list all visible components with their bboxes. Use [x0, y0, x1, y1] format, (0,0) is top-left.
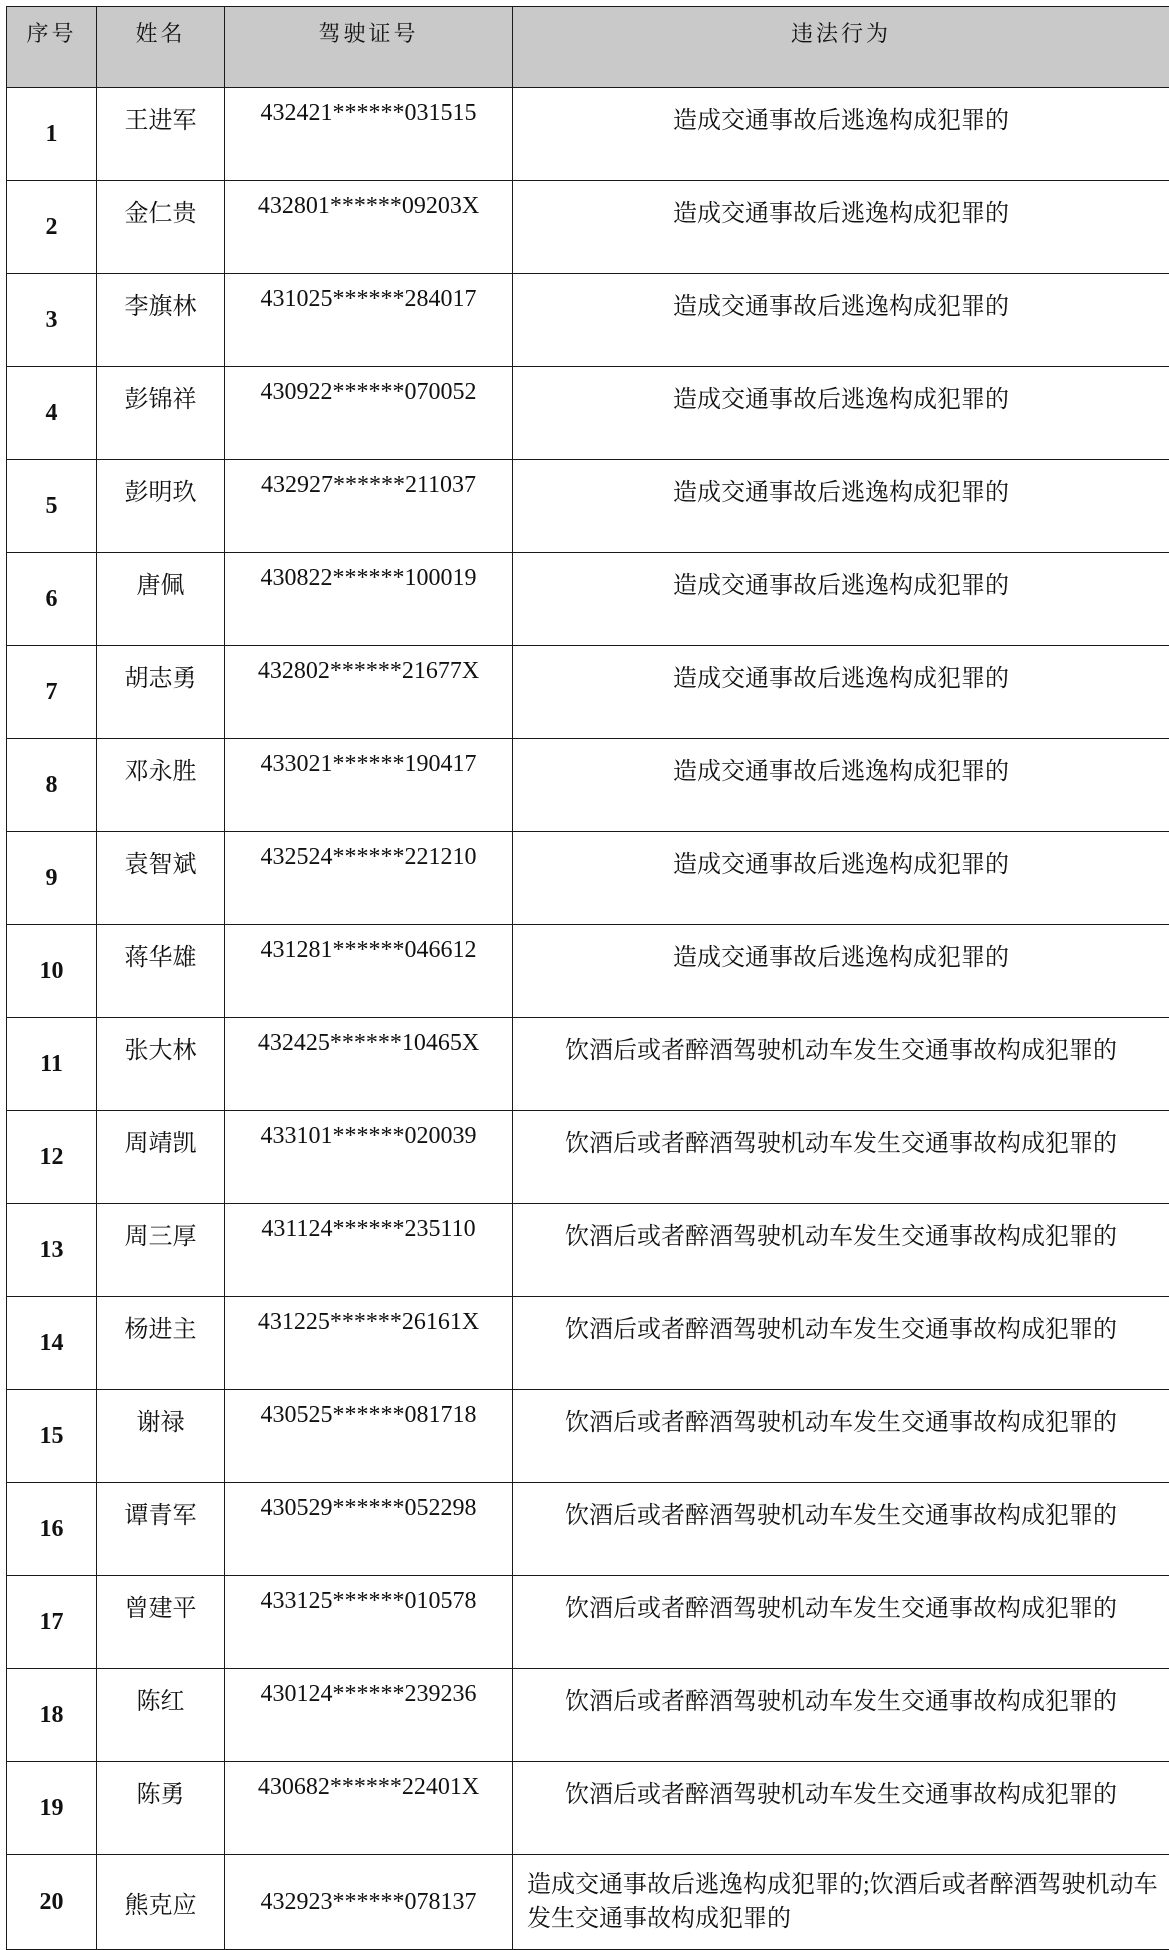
- table-row: [7, 367, 1169, 460]
- header-name: 姓名: [97, 7, 225, 88]
- violation-table: [6, 6, 1169, 1950]
- cell-seq: 1: [7, 88, 97, 181]
- cell-license: 430124******239236: [225, 1669, 513, 1762]
- cell-license: 433125******010578: [225, 1576, 513, 1669]
- cell-seq: 8: [7, 739, 97, 832]
- cell-license: 433101******020039: [225, 1111, 513, 1204]
- cell-name: 谢禄: [97, 1390, 225, 1483]
- cell-violation: 造成交通事故后逃逸构成犯罪的: [513, 553, 1169, 646]
- cell-violation: 饮酒后或者醉酒驾驶机动车发生交通事故构成犯罪的: [513, 1390, 1169, 1483]
- cell-seq: 6: [7, 553, 97, 646]
- cell-seq: 5: [7, 460, 97, 553]
- table-row: [7, 1483, 1169, 1576]
- cell-license: 432923******078137: [225, 1855, 513, 1950]
- cell-name: 彭明玖: [97, 460, 225, 553]
- cell-license: 433021******190417: [225, 739, 513, 832]
- cell-violation: 造成交通事故后逃逸构成犯罪的;饮酒后或者醉酒驾驶机动车发生交通事故构成犯罪的: [513, 1855, 1169, 1950]
- cell-violation: 造成交通事故后逃逸构成犯罪的: [513, 181, 1169, 274]
- table-row: [7, 88, 1169, 181]
- cell-violation: 饮酒后或者醉酒驾驶机动车发生交通事故构成犯罪的: [513, 1762, 1169, 1855]
- cell-license: 432421******031515: [225, 88, 513, 181]
- table-row: [7, 1669, 1169, 1762]
- cell-seq: 3: [7, 274, 97, 367]
- cell-violation: 造成交通事故后逃逸构成犯罪的: [513, 646, 1169, 739]
- cell-seq: 16: [7, 1483, 97, 1576]
- cell-violation: 饮酒后或者醉酒驾驶机动车发生交通事故构成犯罪的: [513, 1018, 1169, 1111]
- cell-name: 彭锦祥: [97, 367, 225, 460]
- cell-license: 432927******211037: [225, 460, 513, 553]
- cell-seq: 20: [7, 1855, 97, 1950]
- cell-name: 曾建平: [97, 1576, 225, 1669]
- cell-seq: 7: [7, 646, 97, 739]
- cell-violation: 造成交通事故后逃逸构成犯罪的: [513, 367, 1169, 460]
- cell-violation: 造成交通事故后逃逸构成犯罪的: [513, 925, 1169, 1018]
- cell-license: 430529******052298: [225, 1483, 513, 1576]
- cell-license: 431225******26161X: [225, 1297, 513, 1390]
- header-row: [7, 7, 1169, 88]
- cell-seq: 15: [7, 1390, 97, 1483]
- table-row: [7, 1111, 1169, 1204]
- cell-violation: 造成交通事故后逃逸构成犯罪的: [513, 739, 1169, 832]
- cell-name: 唐佩: [97, 553, 225, 646]
- cell-license: 432801******09203X: [225, 181, 513, 274]
- cell-license: 431281******046612: [225, 925, 513, 1018]
- table-row: [7, 646, 1169, 739]
- cell-violation: 造成交通事故后逃逸构成犯罪的: [513, 88, 1169, 181]
- table-row: [7, 460, 1169, 553]
- cell-license: 432425******10465X: [225, 1018, 513, 1111]
- header-license: 驾驶证号: [225, 7, 513, 88]
- table-row: [7, 739, 1169, 832]
- cell-seq: 2: [7, 181, 97, 274]
- table-row: [7, 274, 1169, 367]
- cell-name: 金仁贵: [97, 181, 225, 274]
- cell-violation: 造成交通事故后逃逸构成犯罪的: [513, 460, 1169, 553]
- cell-name: 谭青军: [97, 1483, 225, 1576]
- cell-seq: 14: [7, 1297, 97, 1390]
- cell-violation: 饮酒后或者醉酒驾驶机动车发生交通事故构成犯罪的: [513, 1669, 1169, 1762]
- cell-license: 430922******070052: [225, 367, 513, 460]
- cell-name: 周三厚: [97, 1204, 225, 1297]
- table-row: [7, 1204, 1169, 1297]
- cell-name: 李旗林: [97, 274, 225, 367]
- table-header: [7, 7, 1169, 88]
- cell-seq: 13: [7, 1204, 97, 1297]
- cell-license: 430682******22401X: [225, 1762, 513, 1855]
- cell-license: 431025******284017: [225, 274, 513, 367]
- cell-license: 431124******235110: [225, 1204, 513, 1297]
- table-row: [7, 1762, 1169, 1855]
- table-row: [7, 832, 1169, 925]
- cell-name: 陈红: [97, 1669, 225, 1762]
- cell-license: 430822******100019: [225, 553, 513, 646]
- header-violation: 违法行为: [513, 7, 1169, 88]
- table-row: [7, 1018, 1169, 1111]
- cell-name: 蒋华雄: [97, 925, 225, 1018]
- cell-seq: 9: [7, 832, 97, 925]
- cell-license: 432802******21677X: [225, 646, 513, 739]
- cell-seq: 12: [7, 1111, 97, 1204]
- cell-violation: 饮酒后或者醉酒驾驶机动车发生交通事故构成犯罪的: [513, 1204, 1169, 1297]
- table-row: [7, 1297, 1169, 1390]
- cell-seq: 11: [7, 1018, 97, 1111]
- cell-violation: 造成交通事故后逃逸构成犯罪的: [513, 274, 1169, 367]
- table-body: [7, 88, 1169, 1950]
- cell-name: 杨进主: [97, 1297, 225, 1390]
- cell-name: 袁智斌: [97, 832, 225, 925]
- cell-license: 430525******081718: [225, 1390, 513, 1483]
- violation-table-container: [6, 6, 1169, 1950]
- cell-seq: 17: [7, 1576, 97, 1669]
- header-seq: 序号: [7, 7, 97, 88]
- cell-violation: 饮酒后或者醉酒驾驶机动车发生交通事故构成犯罪的: [513, 1111, 1169, 1204]
- cell-violation: 饮酒后或者醉酒驾驶机动车发生交通事故构成犯罪的: [513, 1297, 1169, 1390]
- cell-name: 胡志勇: [97, 646, 225, 739]
- cell-name: 周靖凯: [97, 1111, 225, 1204]
- cell-violation: 饮酒后或者醉酒驾驶机动车发生交通事故构成犯罪的: [513, 1576, 1169, 1669]
- cell-violation: 饮酒后或者醉酒驾驶机动车发生交通事故构成犯罪的: [513, 1483, 1169, 1576]
- cell-violation: 造成交通事故后逃逸构成犯罪的: [513, 832, 1169, 925]
- cell-name: 王进军: [97, 88, 225, 181]
- cell-seq: 18: [7, 1669, 97, 1762]
- table-row: [7, 925, 1169, 1018]
- cell-license: 432524******221210: [225, 832, 513, 925]
- table-row: [7, 1390, 1169, 1483]
- cell-name: 邓永胜: [97, 739, 225, 832]
- cell-seq: 10: [7, 925, 97, 1018]
- cell-name: 陈勇: [97, 1762, 225, 1855]
- table-row: [7, 553, 1169, 646]
- cell-name: 熊克应: [97, 1855, 225, 1950]
- table-row: [7, 1855, 1169, 1950]
- table-row: [7, 1576, 1169, 1669]
- cell-name: 张大林: [97, 1018, 225, 1111]
- cell-seq: 19: [7, 1762, 97, 1855]
- cell-seq: 4: [7, 367, 97, 460]
- table-row: [7, 181, 1169, 274]
